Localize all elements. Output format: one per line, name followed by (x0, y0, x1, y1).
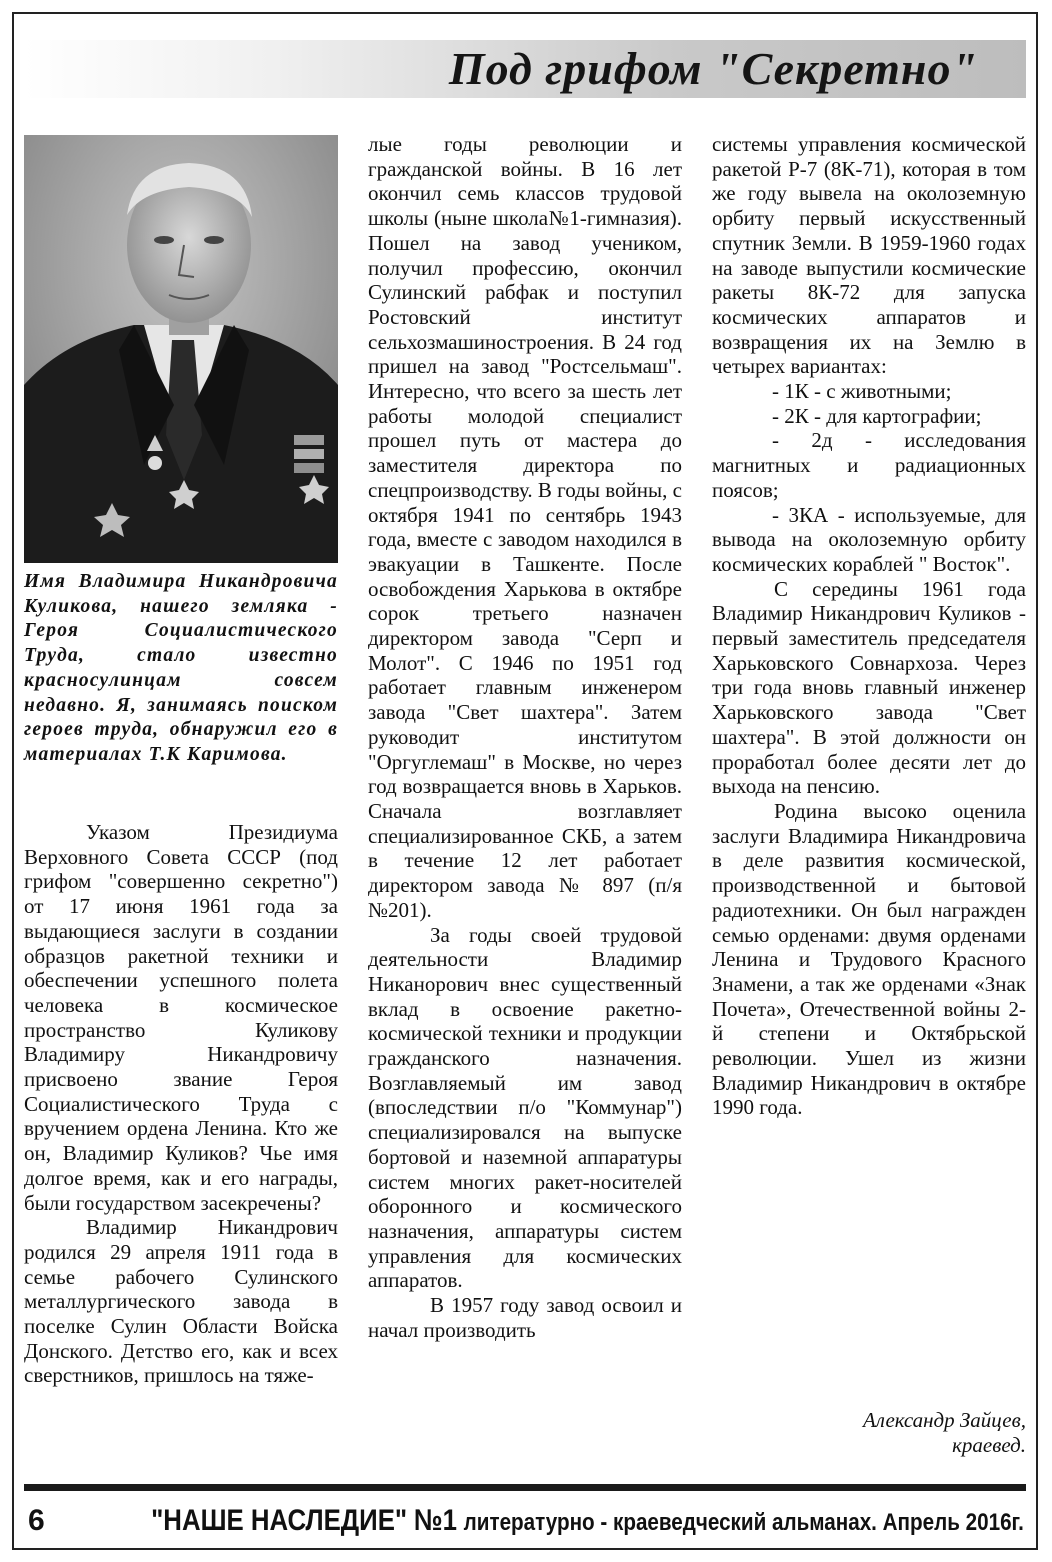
issue-number: №1 (414, 1504, 458, 1537)
author-role: краевед. (952, 1433, 1026, 1457)
paragraph: Родина высоко оценила заслуги Владимира Никандровича в деле развития космической, производственной и бытовой радиотехники. Он был награжден семью орденами: двумя орденами Ленина и Трудового Красного Знамени, а так же орденами «Знак Почета», Отечественной войны 2-й степени и Октябрьской революции. Ушел из жизни Владимир Никандрович в октябре 1990 года. (712, 798, 1026, 1120)
list-item: - 1К - с животными; (772, 379, 952, 404)
article-column-3 (712, 132, 1026, 1120)
page-number: 6 (28, 1504, 45, 1537)
paragraph: Указом Президиума Верховного Совета СССР (под грифом "совершенно секретно") от 17 июня 1961 года за выдающиеся заслуги в создании образцов ракетной техники и обеспечении успешного полета человека в космическое пространство Куликову Владимиру Никандровичу присвоено звание Героя Социалистического Труда с вручением ордена Ленина. Кто же он, Владимир Куликов? Чье имя долгое время, как и его награды, были государством засекречены? (24, 820, 338, 1215)
paragraph: В 1957 году завод освоил и начал производить (368, 1293, 682, 1342)
list-item: - 3КА - используемые, для вывода на околоземную орбиту космических кораблей " Восток". (712, 502, 1026, 576)
paragraph: системы управления космической ракетой Р-7 (8К-71), которая в том же году вывела на околоземную орбиту первый искусственный спутник Земли. В 1959-1960 годах на заводе выпустили космические ракеты 8К-72 для запуска космических аппаратов и возвращения их на Землю в четырех вариантах: (712, 132, 1026, 379)
publication-name: "НАШЕ НАСЛЕДИЕ" (151, 1504, 408, 1537)
portrait-photo (24, 135, 338, 563)
paragraph: С середины 1961 года Владимир Никандрович Куликов - первый заместитель председателя Харьковского Совнархоза. Через три года вновь главный инженер Харьковского завода "Свет шахтера". В этой должности он проработал более десяти лет до выхода на пенсию. (712, 576, 1026, 799)
list-item: - 2К - для картографии; (772, 403, 982, 428)
article-column-2 (368, 132, 682, 1342)
section-title: Под грифом "Секретно" (448, 43, 978, 94)
portrait-illustration (24, 135, 338, 563)
paragraph: За годы своей трудовой деятельности Владимир Никанорович внес существенный вклад в освоение ракетно-космической техники и продукции гражданского назначения. Возглавляемый им завод (впоследствии п/о "Коммунар") специализировался на выпуске бортовой и наземной аппаратуры систем многих ракет-носителей оборонного и космического назначения, аппаратуры систем управления для космических аппаратов. (368, 922, 682, 1293)
article-column-1 (24, 820, 338, 1388)
page-footer (24, 1500, 1026, 1540)
paragraph: лые годы революции и гражданской войны. В 16 лет окончил семь классов трудовой школы (ныне школа№1-гимназия). Пошел на завод учеником, получил профессию, окончил Сулинский рабфак и поступил Ростовский институт сельхозмашиностроения. В 24 год пришел на завод "Ростсельмаш". Интересно, что всего за шесть лет работы молодой специалист прошел путь от мастера до заместителя директора по спецпроизводству. В годы войны, с октября 1941 по сентябрь 1943 года, вместе с заводом находился в эвакуации в Ташкенте. После освобождения Харькова в октябре сорок третьего назначен директором завода "Серп и Молот". С 1946 по 1951 год работает главным инженером завода "Свет шахтера". Затем руководит институтом "Оргуглемаш" в Москве, но через год возвращается вновь в Харьков. Сначала возглавляет специализированное СКБ, а затем в течение 12 лет работает директором завода № 897 (п/я №201). (368, 132, 682, 922)
list-item: - 2д - исследования магнитных и радиационных поясов; (712, 428, 1026, 502)
footer-divider (24, 1484, 1026, 1491)
publication-line (151, 1504, 1024, 1538)
publication-subtitle: литературно - краеведческий альманах. Апрель 2016г. (463, 1509, 1024, 1536)
photo-caption: Имя Владимира Никандровича Куликова, нашего земляка - Героя Социалистического Труда, стало известно красносулинцам совсем недавно. Я, занимаясь поиском героев труда, обнаружил его в материалах Т.К Каримова. (24, 571, 338, 765)
paragraph: Владимир Никандрович родился 29 апреля 1911 года в семье рабочего Сулинского металлургического завода в поселке Сулин Области Войска Донского. Детство его, как и всех сверстников, пришлось на тяже- (24, 1215, 338, 1388)
section-header-banner (24, 40, 1026, 98)
author-name: Александр Зайцев, (862, 1408, 1026, 1432)
author-signature (863, 1408, 1026, 1458)
